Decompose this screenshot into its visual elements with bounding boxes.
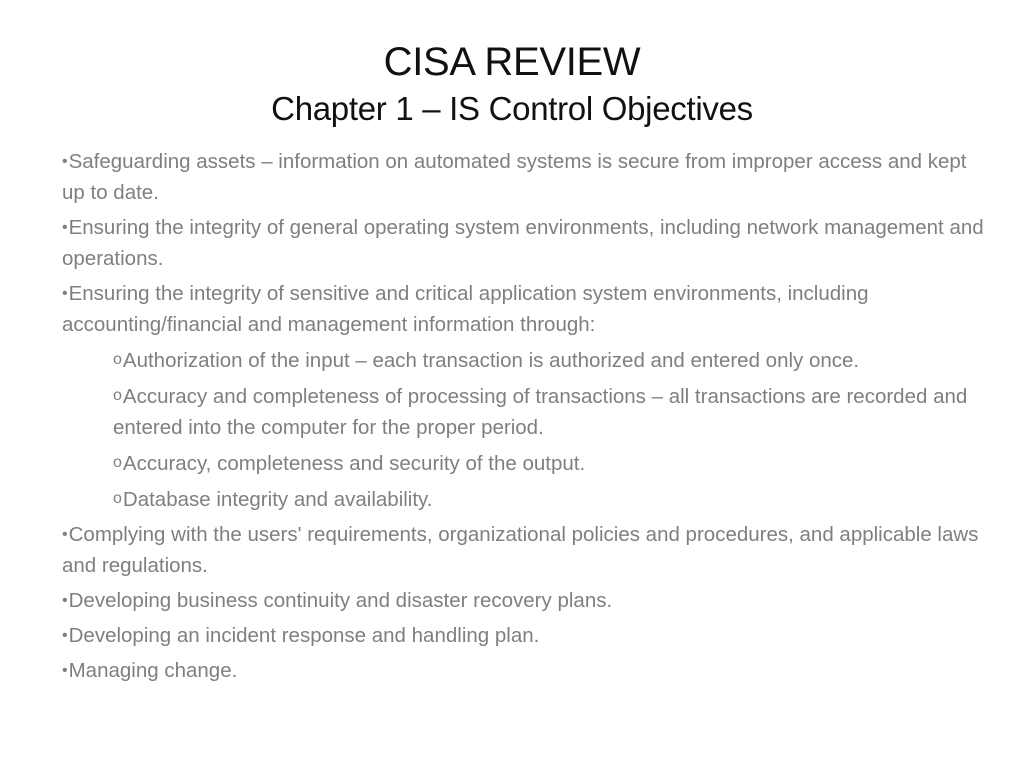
bullet-item (62, 585, 992, 616)
bullet-list (62, 146, 992, 690)
bullet-text: Managing change. (68, 659, 238, 682)
sub-bullet-text: Accuracy, completeness and security of the output. (122, 452, 586, 475)
sub-bullet-text: Database integrity and availability. (122, 488, 433, 511)
slide-subtitle: Chapter 1 – IS Control Objectives (271, 90, 753, 127)
bullet-text: Safeguarding assets – information on automated systems is secure from improper access and kept up to date. (62, 150, 967, 204)
bullet-text: Developing an incident response and handling plan. (68, 624, 540, 647)
sub-bullet-item (62, 447, 993, 479)
bullet-text: Ensuring the integrity of sensitive and critical application system environments, including accounting/financial and management information through: (62, 282, 869, 336)
bullet-icon: • (62, 627, 68, 644)
sub-bullet-item (62, 380, 993, 443)
sub-bullet-icon: o (113, 490, 122, 507)
bullet-icon: • (62, 219, 68, 236)
bullet-icon: • (62, 592, 68, 609)
sub-bullet-icon: o (113, 454, 122, 471)
sub-bullet-item (62, 483, 993, 515)
bullet-item (62, 146, 992, 208)
bullet-icon: • (62, 153, 68, 170)
sub-bullet-item (62, 344, 993, 376)
bullet-icon: • (62, 526, 68, 543)
bullet-text: Complying with the users' requirements, organizational policies and procedures, and applicable laws and regulations. (62, 523, 979, 577)
bullet-item (62, 519, 992, 581)
bullet-item (62, 655, 992, 686)
bullet-icon: • (62, 662, 68, 679)
bullet-item (62, 278, 992, 340)
sub-bullet-icon: o (113, 351, 122, 368)
title-block (0, 38, 1024, 130)
slide-title: CISA REVIEW (383, 40, 641, 84)
sub-bullet-text: Accuracy and completeness of processing of transactions – all transactions are recorded and entered into the computer for the proper period. (113, 385, 968, 439)
sub-bullet-text: Authorization of the input – each transaction is authorized and entered only once. (122, 349, 860, 372)
bullet-text: Ensuring the integrity of general operating system environments, including network management and operations. (62, 216, 984, 270)
bullet-text: Developing business continuity and disaster recovery plans. (68, 589, 613, 612)
bullet-item (62, 212, 992, 274)
bullet-item (62, 620, 992, 651)
sub-bullet-icon: o (113, 387, 122, 404)
bullet-icon: • (62, 285, 68, 302)
